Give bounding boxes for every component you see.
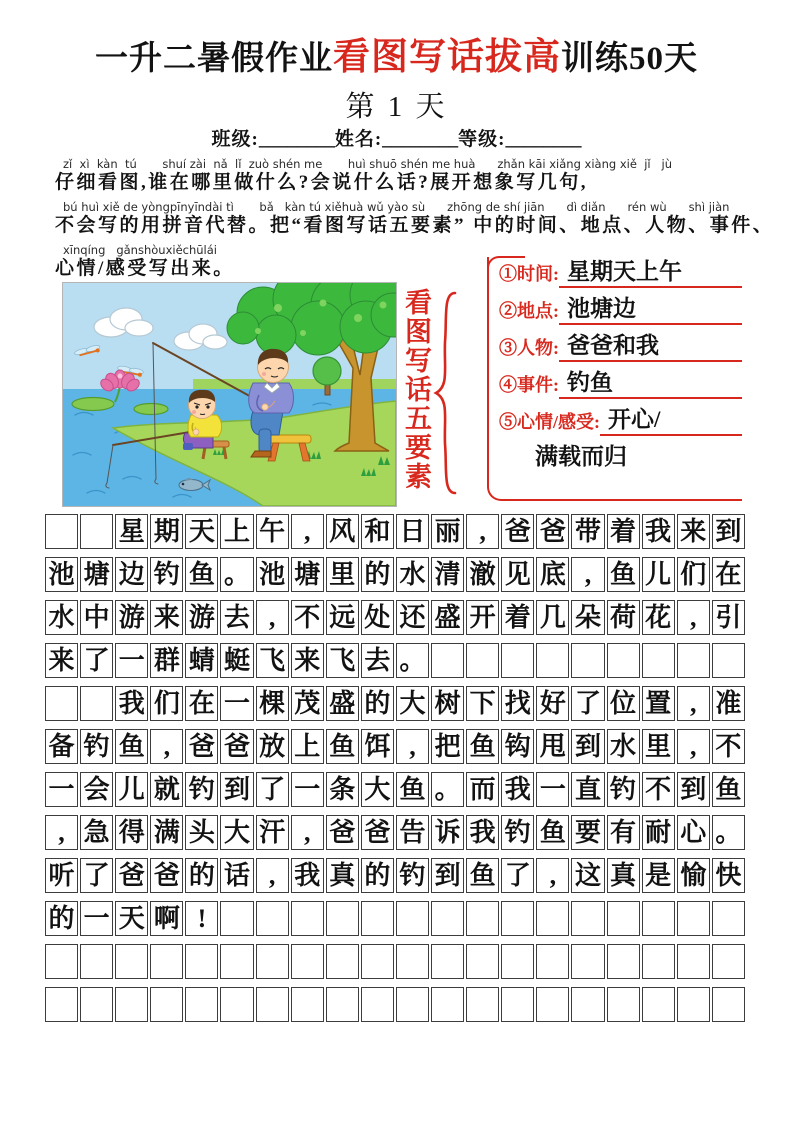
grid-cell: , (256, 600, 289, 635)
grid-cell: 儿 (115, 772, 148, 807)
grid-cell: 急 (80, 815, 113, 850)
grid-cell: 。 (396, 643, 429, 678)
element-place (499, 296, 742, 325)
grid-cell: 和 (361, 514, 394, 549)
grid-cell: 的 (361, 557, 394, 592)
grid-cell: 朵 (571, 600, 604, 635)
grid-cell: 的 (361, 858, 394, 893)
grid-cell: 条 (326, 772, 359, 807)
grid-row (45, 858, 748, 893)
grade-field-label: 等级: (458, 129, 506, 150)
grid-cell: 鱼 (536, 815, 569, 850)
grid-cell: 了 (80, 643, 113, 678)
grid-cell: , (291, 514, 324, 549)
grid-cell: 不 (712, 729, 745, 764)
day-title: 第 1 天 (345, 91, 448, 123)
grid-cell: 头 (185, 815, 218, 850)
grid-cell: 爸 (501, 514, 534, 549)
grid-cell: 钩 (501, 729, 534, 764)
grid-cell (256, 944, 289, 979)
instruction-pinyin-1: zǐ xì kàn tú shuí zài nǎ lǐ zuò shén me huì shuō shén me huà zhǎn kāi xiǎng xiàng xiě jǐ jù (63, 157, 673, 171)
grid-cell (712, 987, 745, 1022)
grid-cell (536, 944, 569, 979)
grid-cell: , (677, 729, 710, 764)
grid-cell (80, 987, 113, 1022)
grid-cell (712, 643, 745, 678)
grid-cell: 底 (536, 557, 569, 592)
grid-cell: 备 (45, 729, 78, 764)
grid-cell (220, 987, 253, 1022)
grid-cell: 心 (677, 815, 710, 850)
grid-cell: 爸 (326, 815, 359, 850)
element-event-label: ④事件: (499, 375, 559, 395)
grid-cell: 了 (256, 772, 289, 807)
grid-cell: 爸 (185, 729, 218, 764)
grid-row (45, 600, 748, 635)
grid-row (45, 815, 748, 850)
grid-cell: 天 (185, 514, 218, 549)
grid-row (45, 772, 748, 807)
grid-cell (466, 643, 499, 678)
grid-cell: 一 (115, 643, 148, 678)
element-feeling-label: ⑤心情/感受: (499, 412, 600, 432)
grid-cell: 我 (466, 815, 499, 850)
grid-cell: 里 (642, 729, 675, 764)
grid-cell (396, 901, 429, 936)
grid-cell: 会 (80, 772, 113, 807)
grid-row (45, 987, 748, 1022)
grid-cell: 上 (291, 729, 324, 764)
grid-cell (45, 987, 78, 1022)
grid-cell: , (45, 815, 78, 850)
grid-cell: 有 (607, 815, 640, 850)
element-place-label: ②地点: (499, 301, 559, 321)
grid-cell: 水 (45, 600, 78, 635)
grid-cell: 鱼 (396, 772, 429, 807)
grid-cell: 而 (466, 772, 499, 807)
grid-cell (256, 901, 289, 936)
grid-cell: 盛 (326, 686, 359, 721)
grid-cell: 的 (45, 901, 78, 936)
grid-cell (220, 944, 253, 979)
grid-cell: 到 (431, 858, 464, 893)
grid-row (45, 514, 748, 549)
grid-cell (361, 944, 394, 979)
grid-cell: 鱼 (326, 729, 359, 764)
element-time-value: 星期天上午 (559, 259, 742, 288)
grid-cell (501, 901, 534, 936)
grid-cell: 见 (501, 557, 534, 592)
grid-cell: 准 (712, 686, 745, 721)
grid-cell (501, 987, 534, 1022)
grid-cell: 水 (396, 557, 429, 592)
grid-cell: 清 (431, 557, 464, 592)
grid-cell: 期 (150, 514, 183, 549)
grid-cell: 放 (256, 729, 289, 764)
grid-cell: 鱼 (466, 729, 499, 764)
grid-cell (80, 944, 113, 979)
grid-cell: 去 (361, 643, 394, 678)
grid-cell: 。 (220, 557, 253, 592)
grid-cell: 游 (115, 600, 148, 635)
grid-cell: 我 (642, 514, 675, 549)
grid-cell (712, 944, 745, 979)
grid-cell: 爸 (150, 858, 183, 893)
grid-cell: 大 (396, 686, 429, 721)
element-people (499, 333, 742, 362)
grid-cell: 里 (326, 557, 359, 592)
grid-cell: 话 (220, 858, 253, 893)
grid-cell (571, 901, 604, 936)
class-field-label: 班级: (211, 129, 259, 150)
title-part-left: 一升二暑假作业 (95, 41, 333, 77)
grid-cell: 了 (80, 858, 113, 893)
grid-cell (536, 901, 569, 936)
grid-cell (326, 944, 359, 979)
grid-cell: 着 (501, 600, 534, 635)
grid-cell (291, 901, 324, 936)
grid-cell: 上 (220, 514, 253, 549)
grid-cell: 星 (115, 514, 148, 549)
grid-cell: 一 (536, 772, 569, 807)
grid-cell (361, 987, 394, 1022)
grid-cell (80, 514, 113, 549)
grid-cell (45, 944, 78, 979)
grid-cell: ! (185, 901, 218, 936)
grid-cell: 钓 (501, 815, 534, 850)
grid-cell: 在 (185, 686, 218, 721)
grid-cell (431, 643, 464, 678)
element-feeling-value: 开心/ (600, 407, 742, 436)
grid-cell: 鱼 (712, 772, 745, 807)
grid-cell: 鱼 (466, 858, 499, 893)
grid-cell: 了 (571, 686, 604, 721)
grid-cell: 一 (220, 686, 253, 721)
grid-cell (45, 686, 78, 721)
grid-cell: 还 (396, 600, 429, 635)
grid-cell: 蜻 (185, 643, 218, 678)
element-people-label: ③人物: (499, 338, 559, 358)
grid-cell: 得 (115, 815, 148, 850)
grid-cell: 耐 (642, 815, 675, 850)
grid-cell: 来 (677, 514, 710, 549)
grid-cell: 。 (431, 772, 464, 807)
grid-cell: , (291, 815, 324, 850)
grid-cell: 盛 (431, 600, 464, 635)
grid-cell (220, 901, 253, 936)
grid-cell (466, 987, 499, 1022)
grid-cell (466, 944, 499, 979)
grid-cell: 直 (571, 772, 604, 807)
grid-cell (571, 944, 604, 979)
grid-cell: 日 (396, 514, 429, 549)
grid-cell: 的 (361, 686, 394, 721)
grid-cell: 儿 (642, 557, 675, 592)
grid-cell: 来 (45, 643, 78, 678)
grid-cell: 的 (185, 858, 218, 893)
grid-cell (45, 514, 78, 549)
grid-cell: 们 (677, 557, 710, 592)
grid-cell: 花 (642, 600, 675, 635)
grid-cell: 听 (45, 858, 78, 893)
grid-cell (536, 987, 569, 1022)
grid-cell (291, 987, 324, 1022)
grid-cell (677, 643, 710, 678)
grid-cell: 池 (256, 557, 289, 592)
grid-cell (291, 944, 324, 979)
grade-field-blank: ________ (505, 129, 582, 150)
grid-cell: 树 (431, 686, 464, 721)
instruction-pinyin-3: xīnqíng gǎnshòuxiěchūlái (63, 243, 217, 257)
grid-cell: 诉 (431, 815, 464, 850)
grid-cell: 处 (361, 600, 394, 635)
box-corner-decoration (487, 256, 525, 274)
grid-cell: 来 (150, 600, 183, 635)
grid-cell: 来 (291, 643, 324, 678)
grid-cell: , (466, 514, 499, 549)
grid-cell: 远 (326, 600, 359, 635)
grid-cell: 汗 (256, 815, 289, 850)
grid-cell (326, 901, 359, 936)
grid-cell: 快 (712, 858, 745, 893)
instruction-hanzi-1: 仔细看图,谁在哪里做什么?会说什么话?展开想象写几句, (55, 172, 589, 193)
grid-cell: 飞 (326, 643, 359, 678)
grid-cell: 钓 (607, 772, 640, 807)
grid-cell: , (571, 557, 604, 592)
grid-cell: , (677, 686, 710, 721)
grid-cell (256, 987, 289, 1022)
page-title (0, 26, 793, 80)
grid-cell: , (256, 858, 289, 893)
class-field-blank: ________ (258, 129, 335, 150)
grid-cell: 我 (291, 858, 324, 893)
grid-cell: 去 (220, 600, 253, 635)
grid-cell (571, 987, 604, 1022)
grid-cell: 风 (326, 514, 359, 549)
grid-cell: 大 (220, 815, 253, 850)
grid-cell: 池 (45, 557, 78, 592)
grid-cell: 水 (607, 729, 640, 764)
grid-row (45, 643, 748, 678)
essay-grid (45, 514, 748, 1030)
grid-cell: 了 (501, 858, 534, 893)
grid-cell: , (150, 729, 183, 764)
element-people-value: 爸爸和我 (559, 333, 742, 362)
grid-cell: 鱼 (115, 729, 148, 764)
grid-cell: 在 (712, 557, 745, 592)
grid-cell: 要 (571, 815, 604, 850)
grid-cell: 是 (642, 858, 675, 893)
grid-cell: 引 (712, 600, 745, 635)
grid-cell: 爸 (220, 729, 253, 764)
grid-row (45, 557, 748, 592)
grid-cell: 钓 (185, 772, 218, 807)
grid-cell: 钓 (150, 557, 183, 592)
name-field-label: 姓名: (334, 129, 383, 150)
grid-cell: 大 (361, 772, 394, 807)
grid-cell: 好 (536, 686, 569, 721)
element-time-label: ①时间: (499, 264, 559, 284)
grid-row (45, 729, 748, 764)
grid-cell (607, 944, 640, 979)
grid-cell (185, 987, 218, 1022)
brace-icon (432, 290, 458, 496)
grid-cell: 不 (642, 772, 675, 807)
grid-cell: 们 (150, 686, 183, 721)
grid-cell (431, 944, 464, 979)
grid-cell (642, 944, 675, 979)
grid-cell (431, 901, 464, 936)
grid-cell: 满 (150, 815, 183, 850)
grid-cell: 几 (536, 600, 569, 635)
grid-cell: 爸 (361, 815, 394, 850)
grid-cell: 我 (115, 686, 148, 721)
grid-cell (642, 643, 675, 678)
title-part-right: 训练50天 (561, 41, 698, 77)
grid-cell (607, 901, 640, 936)
grid-cell (677, 944, 710, 979)
grid-cell: 下 (466, 686, 499, 721)
grid-cell: 到 (220, 772, 253, 807)
grid-cell (326, 987, 359, 1022)
grid-cell: 天 (115, 901, 148, 936)
instruction-hanzi-3: 心情/感受写出来。 (55, 258, 235, 279)
grid-cell (677, 987, 710, 1022)
grid-cell (607, 643, 640, 678)
grid-row (45, 901, 748, 936)
grid-cell: 告 (396, 815, 429, 850)
grid-cell (466, 901, 499, 936)
grid-row (45, 944, 748, 979)
grid-cell: 群 (150, 643, 183, 678)
grid-cell: 爸 (115, 858, 148, 893)
grid-cell (115, 987, 148, 1022)
grid-cell: 置 (642, 686, 675, 721)
five-elements-box (487, 257, 742, 501)
name-field-blank: ________ (382, 129, 459, 150)
grid-cell (536, 643, 569, 678)
grid-cell (571, 643, 604, 678)
grid-cell (607, 987, 640, 1022)
grid-cell: 这 (571, 858, 604, 893)
element-place-value: 池塘边 (559, 296, 742, 325)
grid-cell: 午 (256, 514, 289, 549)
grid-cell: 找 (501, 686, 534, 721)
grid-row (45, 686, 748, 721)
grid-cell: 一 (291, 772, 324, 807)
grid-cell: 蜓 (220, 643, 253, 678)
grid-cell: 边 (115, 557, 148, 592)
element-event-value: 钓鱼 (559, 370, 742, 399)
grid-cell: 甩 (536, 729, 569, 764)
grid-cell: 中 (80, 600, 113, 635)
grid-cell: 真 (326, 858, 359, 893)
grid-cell: 啊 (150, 901, 183, 936)
grid-cell: 游 (185, 600, 218, 635)
instruction-hanzi-2: 不会写的用拼音代替。把“看图写话五要素” 中的时间、地点、人物、事件、 (55, 215, 775, 236)
grid-cell (150, 987, 183, 1022)
grid-cell (501, 944, 534, 979)
element-event (499, 370, 742, 399)
grid-cell: 钓 (80, 729, 113, 764)
grid-cell (712, 901, 745, 936)
grid-cell: , (677, 600, 710, 635)
grid-cell: 不 (291, 600, 324, 635)
grid-cell (185, 944, 218, 979)
grid-cell: 塘 (80, 557, 113, 592)
grid-cell: 愉 (677, 858, 710, 893)
grid-cell (396, 944, 429, 979)
element-time (499, 259, 742, 288)
grid-cell: 澈 (466, 557, 499, 592)
grid-cell (80, 686, 113, 721)
grid-cell: , (396, 729, 429, 764)
grid-cell: 着 (607, 514, 640, 549)
grid-cell: 带 (571, 514, 604, 549)
grid-cell (115, 944, 148, 979)
grid-cell: 到 (677, 772, 710, 807)
grid-cell: 棵 (256, 686, 289, 721)
grid-cell (361, 901, 394, 936)
grid-cell: 丽 (431, 514, 464, 549)
grid-cell (642, 987, 675, 1022)
header-fields (0, 124, 793, 151)
grid-cell: 就 (150, 772, 183, 807)
grid-cell: 我 (501, 772, 534, 807)
grid-cell: 一 (80, 901, 113, 936)
grid-cell: 到 (571, 729, 604, 764)
grid-cell (396, 987, 429, 1022)
instruction-pinyin-2: bú huì xiě de yòngpīnyīndài tì bǎ kàn tú xiěhuà wǔ yào sù zhōng de shí jiān dì diǎn rén wù shì jiàn (63, 200, 730, 214)
grid-cell (677, 901, 710, 936)
grid-cell: 爸 (536, 514, 569, 549)
grid-cell (501, 643, 534, 678)
grid-cell: 真 (607, 858, 640, 893)
five-elements-vertical-label: 看图写话五要素 (401, 288, 431, 491)
grid-cell: 把 (431, 729, 464, 764)
grid-cell (642, 901, 675, 936)
grid-cell: 飞 (256, 643, 289, 678)
element-feeling-continuation: 满载而归 (535, 444, 627, 469)
grid-cell: 饵 (361, 729, 394, 764)
fishing-scene-illustration (62, 282, 397, 507)
grid-cell: 荷 (607, 600, 640, 635)
grid-cell: , (536, 858, 569, 893)
grid-cell (150, 944, 183, 979)
element-feeling (499, 407, 742, 436)
grid-cell: 。 (712, 815, 745, 850)
grid-cell: 钓 (396, 858, 429, 893)
title-part-red: 看图写话拔高 (333, 37, 561, 78)
grid-cell: 一 (45, 772, 78, 807)
grid-cell: 鱼 (607, 557, 640, 592)
grid-cell: 塘 (291, 557, 324, 592)
grid-cell: 开 (466, 600, 499, 635)
grid-cell: 鱼 (185, 557, 218, 592)
grid-cell: 位 (607, 686, 640, 721)
grid-cell: 茂 (291, 686, 324, 721)
grid-cell (431, 987, 464, 1022)
grid-cell: 到 (712, 514, 745, 549)
